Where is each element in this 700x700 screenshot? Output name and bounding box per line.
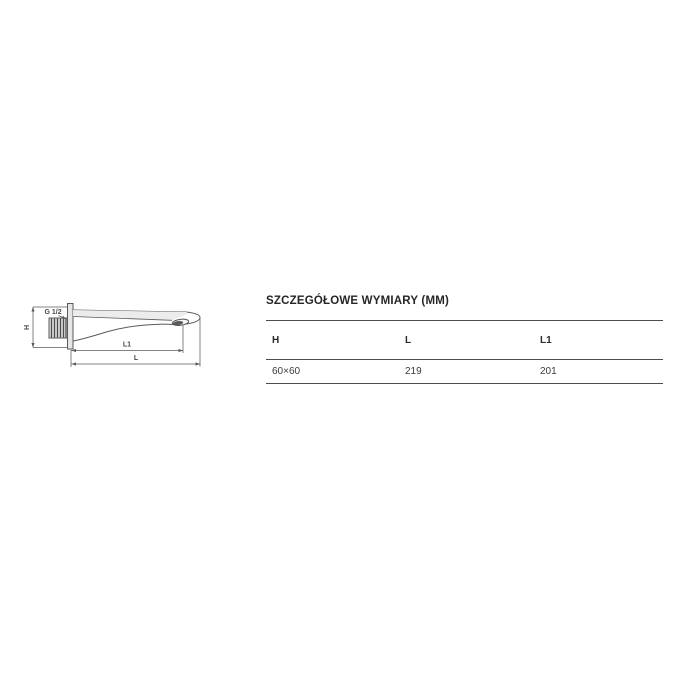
dimensions-table xyxy=(266,294,663,384)
l1-dimension-label: L1 xyxy=(122,341,132,349)
dimensions-table-title: SZCZEGÓŁOWE WYMIARY (MM) xyxy=(266,295,450,307)
table-header-h: H xyxy=(272,334,280,346)
table-cell-l: 219 xyxy=(405,366,422,377)
table-header-l: L xyxy=(405,334,412,346)
l-arrow-right-icon xyxy=(196,362,201,365)
l1-arrow-right-icon xyxy=(179,349,184,352)
h-dimension-label: H xyxy=(24,324,31,331)
thread-connector xyxy=(49,318,68,338)
table-cell-h: 60×60 xyxy=(272,366,301,377)
table-header-row xyxy=(266,320,663,360)
wall-plate xyxy=(68,304,74,350)
table-data-row xyxy=(266,360,663,384)
l-arrow-left-icon xyxy=(72,362,77,365)
h-arrow-down-icon xyxy=(31,343,34,348)
table-cell-l1: 201 xyxy=(540,366,557,377)
l-dimension-label: L xyxy=(133,355,139,362)
h-arrow-up-icon xyxy=(31,307,34,312)
thread-size-label: G 1/2 xyxy=(44,309,62,316)
table-header-l1: L1 xyxy=(540,334,552,346)
